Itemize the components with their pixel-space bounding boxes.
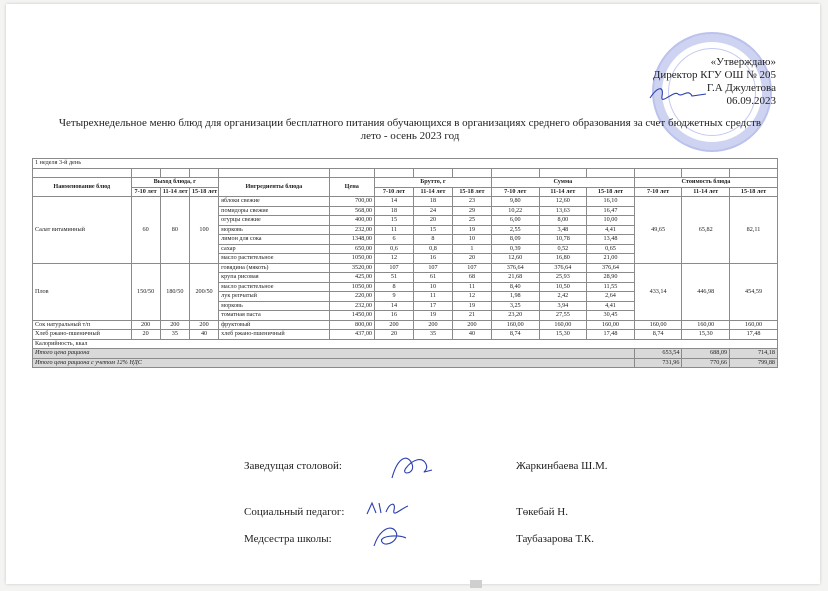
header-age: 15-18 лет xyxy=(452,187,491,197)
sum-value: 21,00 xyxy=(587,254,635,264)
empty-cell xyxy=(131,168,160,178)
gross-weight: 15 xyxy=(375,216,414,226)
ingredient-price: 1348,00 xyxy=(329,235,374,245)
sum-value: 16,10 xyxy=(587,197,635,207)
sum-value: 13,48 xyxy=(587,235,635,245)
ingredient-price: 1050,00 xyxy=(329,282,374,292)
sum-value: 16,47 xyxy=(587,206,635,216)
gross-weight: 61 xyxy=(413,273,452,283)
sum-value: 27,55 xyxy=(539,311,587,321)
gross-weight: 19 xyxy=(452,225,491,235)
sum-value: 28,90 xyxy=(587,273,635,283)
empty-cell xyxy=(634,168,682,178)
empty-cell xyxy=(160,168,189,178)
header-gross: Брутто, г xyxy=(375,178,492,188)
ingredient-name: морковь xyxy=(219,225,329,235)
sum-value: 10,78 xyxy=(539,235,587,245)
gross-weight: 1 xyxy=(452,244,491,254)
sum-value: 12,60 xyxy=(539,197,587,207)
sum-value: 23,20 xyxy=(491,311,539,321)
sum-value: 8,00 xyxy=(539,216,587,226)
sum-value: 4,41 xyxy=(587,301,635,311)
empty-cell xyxy=(375,168,414,178)
gross-weight: 68 xyxy=(452,273,491,283)
gross-weight: 14 xyxy=(375,301,414,311)
gross-weight: 107 xyxy=(452,263,491,273)
ingredient-name: помидоры свежие xyxy=(219,206,329,216)
dish-yield: 150/50 xyxy=(131,263,160,320)
ingredient-price: 800,00 xyxy=(329,320,374,330)
gross-weight: 20 xyxy=(413,216,452,226)
sum-value: 1,98 xyxy=(491,292,539,302)
sum-value: 17,48 xyxy=(587,330,635,340)
header-yield: Выход блюда, г xyxy=(131,178,219,188)
ingredient-price: 232,00 xyxy=(329,301,374,311)
sum-value: 3,25 xyxy=(491,301,539,311)
gross-weight: 51 xyxy=(375,273,414,283)
ingredient-price: 700,00 xyxy=(329,197,374,207)
sum-value: 30,45 xyxy=(587,311,635,321)
gross-weight: 16 xyxy=(375,311,414,321)
ingredient-price: 400,00 xyxy=(329,216,374,226)
gross-weight: 10 xyxy=(413,282,452,292)
sum-value: 10,22 xyxy=(491,206,539,216)
approval-date: 06.09.2023 xyxy=(726,95,776,107)
empty-cell xyxy=(219,168,329,178)
dish-yield: 180/50 xyxy=(160,263,189,320)
sum-value: 10,50 xyxy=(539,282,587,292)
header-age: 15-18 лет xyxy=(730,187,778,197)
total-value: 653,54 xyxy=(634,349,682,359)
header-price: Цена xyxy=(329,178,374,197)
canteen-signature xyxy=(386,450,438,482)
dish-name: Салат витаминный xyxy=(33,197,132,264)
empty-cell xyxy=(452,168,491,178)
sum-value: 160,00 xyxy=(539,320,587,330)
dish-name: Хлеб ржано-пшеничный xyxy=(33,330,132,340)
sum-value: 3,94 xyxy=(539,301,587,311)
total-value: 714,18 xyxy=(730,349,778,359)
dish-cost: 17,48 xyxy=(730,330,778,340)
gross-weight: 8 xyxy=(375,282,414,292)
sum-value: 3,48 xyxy=(539,225,587,235)
empty-cell xyxy=(33,168,132,178)
dish-yield: 40 xyxy=(189,330,218,340)
sum-value: 6,00 xyxy=(491,216,539,226)
total-vat-value: 731,96 xyxy=(634,358,682,368)
gross-weight: 23 xyxy=(452,197,491,207)
sum-value: 0,52 xyxy=(539,244,587,254)
header-age: 7-10 лет xyxy=(491,187,539,197)
gross-weight: 35 xyxy=(413,330,452,340)
sum-value: 21,68 xyxy=(491,273,539,283)
gross-weight: 17 xyxy=(413,301,452,311)
sum-value: 2,64 xyxy=(587,292,635,302)
spacer-row xyxy=(33,168,778,178)
dish-yield: 200 xyxy=(160,320,189,330)
ingredient-name: томатная паста xyxy=(219,311,329,321)
header-dish: Наименование блюд xyxy=(33,178,132,197)
total-label: Итого цена рациона xyxy=(33,349,635,359)
sum-value: 160,00 xyxy=(587,320,635,330)
ingredient-price: 220,00 xyxy=(329,292,374,302)
nurse-signature xyxy=(370,522,410,552)
gross-weight: 200 xyxy=(452,320,491,330)
ingredient-price: 232,00 xyxy=(329,225,374,235)
sum-value: 11,55 xyxy=(587,282,635,292)
gross-weight: 18 xyxy=(413,197,452,207)
header-age: 7-10 лет xyxy=(634,187,682,197)
gross-weight: 20 xyxy=(452,254,491,264)
header-age: 11-14 лет xyxy=(539,187,587,197)
signature-name: Төкебай Н. xyxy=(516,506,568,518)
gross-weight: 18 xyxy=(375,206,414,216)
dish-yield: 35 xyxy=(160,330,189,340)
header-age: 7-10 лет xyxy=(131,187,160,197)
ingredient-name: масло растительное xyxy=(219,254,329,264)
empty-cell xyxy=(682,168,730,178)
gross-weight: 12 xyxy=(375,254,414,264)
sum-value: 0,65 xyxy=(587,244,635,254)
dish-cost: 8,74 xyxy=(634,330,682,340)
gross-weight: 200 xyxy=(375,320,414,330)
sum-value: 8,74 xyxy=(491,330,539,340)
total-vat-value: 770,66 xyxy=(682,358,730,368)
dish-cost: 49,65 xyxy=(634,197,682,264)
signature-name: Жаркинбаева Ш.М. xyxy=(516,460,608,472)
document-heading xyxy=(30,117,790,142)
week-day-row xyxy=(33,159,778,169)
empty-cell xyxy=(730,168,778,178)
ingredient-name: лимон для сока xyxy=(219,235,329,245)
sum-value: 160,00 xyxy=(491,320,539,330)
sum-value: 4,41 xyxy=(587,225,635,235)
dish-cost: 65,82 xyxy=(682,197,730,264)
sum-value: 16,80 xyxy=(539,254,587,264)
gross-weight: 16 xyxy=(413,254,452,264)
menu-table-body xyxy=(33,159,778,368)
ingredient-name: говядина (мякоть) xyxy=(219,263,329,273)
gross-weight: 24 xyxy=(413,206,452,216)
dish-cost: 433,14 xyxy=(634,263,682,320)
header-age: 11-14 лет xyxy=(413,187,452,197)
total-row xyxy=(33,349,778,359)
header-ingredients: Ингредиенты блюда xyxy=(219,178,329,197)
header-age: 7-10 лет xyxy=(375,187,414,197)
sum-value: 0,39 xyxy=(491,244,539,254)
gross-weight: 19 xyxy=(413,311,452,321)
heading-title: Четырехнедельное меню блюд для организации бесплатного питания обучающихся в организациях среднего образования за счет бюджетных средств xyxy=(58,117,762,129)
approval-name: Г.А Джулетова xyxy=(706,82,776,94)
ingredient-name: огурцы свежие xyxy=(219,216,329,226)
gross-weight: 25 xyxy=(452,216,491,226)
gross-weight: 107 xyxy=(413,263,452,273)
sum-value: 10,00 xyxy=(587,216,635,226)
gross-weight: 11 xyxy=(375,225,414,235)
dish-cost: 160,00 xyxy=(730,320,778,330)
ingredient-price: 650,00 xyxy=(329,244,374,254)
gross-weight: 0,6 xyxy=(375,244,414,254)
ingredient-price: 3520,00 xyxy=(329,263,374,273)
approval-title: «Утверждаю» xyxy=(710,56,776,68)
dish-yield: 100 xyxy=(189,197,218,264)
dish-row xyxy=(33,263,778,273)
dish-cost: 160,00 xyxy=(634,320,682,330)
gross-weight: 14 xyxy=(375,197,414,207)
social-pedagogue-signature xyxy=(364,498,412,520)
director-signature xyxy=(648,82,708,104)
sum-value: 376,64 xyxy=(587,263,635,273)
header-age: 11-14 лет xyxy=(160,187,189,197)
gross-weight: 0,8 xyxy=(413,244,452,254)
ingredient-name: хлеб ржано-пшеничный xyxy=(219,330,329,340)
dish-cost: 15,30 xyxy=(682,330,730,340)
empty-cell xyxy=(539,168,587,178)
dish-name: Плов xyxy=(33,263,132,320)
sum-value: 2,42 xyxy=(539,292,587,302)
calories-row xyxy=(33,339,778,349)
gross-weight: 29 xyxy=(452,206,491,216)
ingredient-price: 425,00 xyxy=(329,273,374,283)
dish-row xyxy=(33,320,778,330)
dish-yield: 200/50 xyxy=(189,263,218,320)
signature-role: Заведущая столовой: xyxy=(244,460,342,472)
ingredient-price: 568,00 xyxy=(329,206,374,216)
dish-cost: 160,00 xyxy=(682,320,730,330)
sum-value: 376,64 xyxy=(491,263,539,273)
ingredient-price: 437,00 xyxy=(329,330,374,340)
sum-value: 25,93 xyxy=(539,273,587,283)
empty-cell xyxy=(189,168,218,178)
dish-cost: 82,11 xyxy=(730,197,778,264)
sum-value: 9,80 xyxy=(491,197,539,207)
gross-weight: 21 xyxy=(452,311,491,321)
gross-weight: 200 xyxy=(413,320,452,330)
gross-weight: 107 xyxy=(375,263,414,273)
gross-weight: 40 xyxy=(452,330,491,340)
gross-weight: 15 xyxy=(413,225,452,235)
ingredient-name: морковь xyxy=(219,301,329,311)
signature-role: Медсестра школы: xyxy=(244,533,332,545)
ingredient-name: яблоки свежие xyxy=(219,197,329,207)
ingredient-name: лук репчатый xyxy=(219,292,329,302)
sum-value: 15,30 xyxy=(539,330,587,340)
signature-role: Социальный педагог: xyxy=(244,506,345,518)
dish-name: Сок натуральный т/п xyxy=(33,320,132,330)
total-vat-value: 799,88 xyxy=(730,358,778,368)
empty-cell xyxy=(491,168,539,178)
gross-weight: 9 xyxy=(375,292,414,302)
gross-weight: 11 xyxy=(452,282,491,292)
total-vat-row xyxy=(33,358,778,368)
sum-value: 12,60 xyxy=(491,254,539,264)
dish-yield: 200 xyxy=(131,320,160,330)
dish-yield: 80 xyxy=(160,197,189,264)
ingredient-name: фруктовый xyxy=(219,320,329,330)
signature-name: Таубазарова Т.К. xyxy=(516,533,594,545)
week-day-label: 1 неделя 3-й день xyxy=(33,159,778,169)
page-edge-mark xyxy=(470,580,482,588)
gross-weight: 19 xyxy=(452,301,491,311)
calories-label: Калорийность, ккал xyxy=(33,339,778,349)
dish-cost: 446,98 xyxy=(682,263,730,320)
ingredient-price: 1450,00 xyxy=(329,311,374,321)
dish-row xyxy=(33,330,778,340)
header-sum: Сумма xyxy=(491,178,634,188)
gross-weight: 11 xyxy=(413,292,452,302)
empty-cell xyxy=(413,168,452,178)
total-vat-label: Итого цена рациона с учетом 12% НДС xyxy=(33,358,635,368)
ingredient-name: крупа рисовая xyxy=(219,273,329,283)
sum-value: 376,64 xyxy=(539,263,587,273)
dish-yield: 60 xyxy=(131,197,160,264)
gross-weight: 10 xyxy=(452,235,491,245)
heading-season: лето - осень 2023 год xyxy=(360,129,460,142)
empty-cell xyxy=(587,168,635,178)
ingredient-name: масло растительное xyxy=(219,282,329,292)
sum-value: 8,40 xyxy=(491,282,539,292)
approval-director: Директор КГУ ОШ № 205 xyxy=(652,69,776,81)
sum-value: 13,63 xyxy=(539,206,587,216)
header-age: 11-14 лет xyxy=(682,187,730,197)
header-row xyxy=(33,178,778,188)
dish-cost: 454,59 xyxy=(730,263,778,320)
gross-weight: 8 xyxy=(413,235,452,245)
dish-yield: 20 xyxy=(131,330,160,340)
empty-cell xyxy=(329,168,374,178)
ingredient-price: 1050,00 xyxy=(329,254,374,264)
ingredient-name: сахар xyxy=(219,244,329,254)
header-cost: Стоимость блюда xyxy=(634,178,777,188)
header-age: 15-18 лет xyxy=(587,187,635,197)
gross-weight: 12 xyxy=(452,292,491,302)
sum-value: 2,55 xyxy=(491,225,539,235)
total-value: 688,09 xyxy=(682,349,730,359)
dish-yield: 200 xyxy=(189,320,218,330)
gross-weight: 20 xyxy=(375,330,414,340)
menu-table xyxy=(32,158,778,368)
dish-row xyxy=(33,197,778,207)
gross-weight: 6 xyxy=(375,235,414,245)
header-age: 15-18 лет xyxy=(189,187,218,197)
sum-value: 8,09 xyxy=(491,235,539,245)
header-ages-row xyxy=(33,187,778,197)
